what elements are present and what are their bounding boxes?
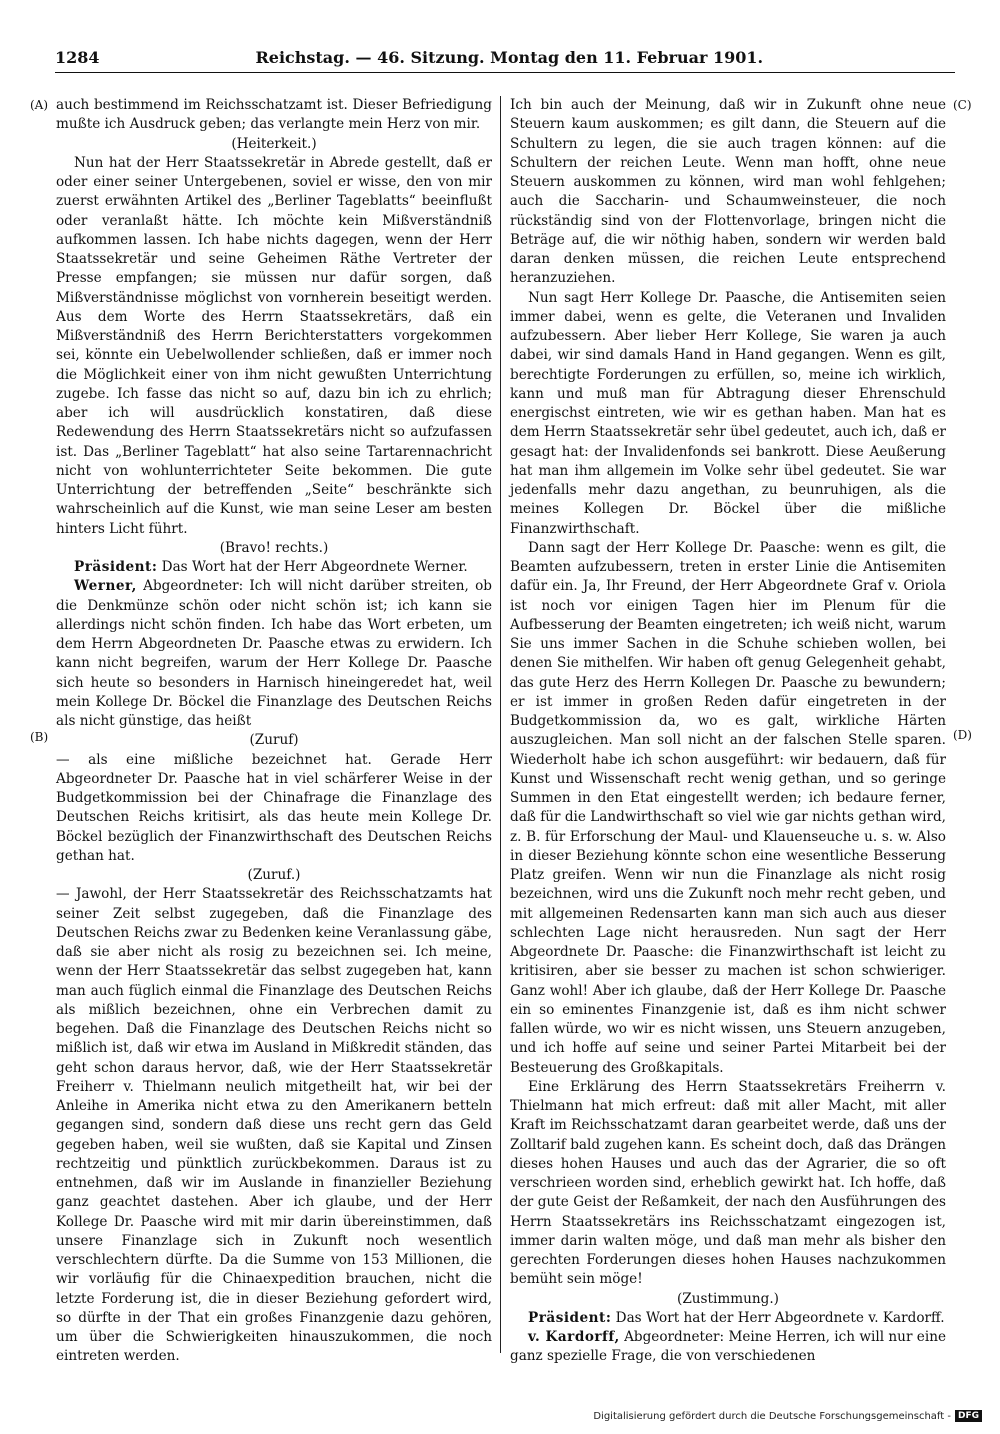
paragraph-text: Das Wort hat der Herr Abgeordnete Werner. xyxy=(161,559,468,575)
paragraph-text: Abgeordneter: Ich will nicht darüber streiten, ob die Denkmünze schön oder nicht schön ist; ich kann sie allerdings nicht schön finden. Ich habe das Wort erbeten, um dem Herrn Abgeordneten Dr. Paasche etwas zu erwidern. Ich kann nicht begreifen, warum der Herr Kollege Dr. Paasche sich heute so besonders in Harnisch hineingeredet hat, weil mein Kollege Dr. Böckel die Finanzlage des Deutschen Reichs als nicht günstige, das heißt xyxy=(56,578,492,729)
speaker-name: v. Kardorff, xyxy=(528,1329,620,1345)
paragraph-text: Das Wort hat der Herr Abgeordnete v. Kardorff. xyxy=(615,1309,945,1326)
footer-text: Digitalisierung gefördert durch die Deutsche Forschungsgemeinschaft - xyxy=(593,1410,951,1422)
paragraph: — Jawohl, der Herr Staatssekretär des Reichsschatzamts hat seiner Zeit selbst zugegeben, daß die Finanzlage des Deutschen Reichs zwar zu Bedenken keine Veranlassung gäbe, daß sie aber nicht als rosig zu bezeichnen sei. Ich meine, wenn der Herr Staatssekretär das selbst zugegeben hat, kann man auch füglich einmal die Finanzlage des Deutschen Reichs als mißlich bezeichnen, ohne ein Verbrechen damit zu begehen. Daß die Finanzlage des Deutschen Reichs nicht so mißlich ist, daß wir etwa im Ausland in Mißkredit ständen, das geht schon daraus hervor, daß, wie der Herr Staatssekretär Freiherr v. Thielmann neulich mitgetheilt hat, wir bei der Anleihe in Amerika nicht etwa zu den Amerikanern betteln gegangen sind, sondern daß diese uns recht gern das Geld gegeben haben, weil sie wußten, daß sie Kapital und Zinsen rechtzeitig und pünktlich zurückbekommen. Daraus ist zu entnehmen, daß wir im Auslande in finanzieller Beziehung ganz geachtet dastehen. Aber ich glaube, und der Herr Kollege Dr. Paasche wird mit mir darin übereinstimmen, daß unsere Finanzlage sich in Zukunft noch wesentlich verschlechtern dürfte. Da die Summe von 153 Millionen, die wir vorläufig für die Chinaexpedition brauchen, nicht die letzte Forderung ist, die in dieser Beziehung gefordert wird, so dürfte in der That ein großes Finanzgenie dazu gehören, um über die Schwierigkeiten hinauszukommen, die noch eintreten werden. xyxy=(56,886,492,1365)
speaker-paragraph xyxy=(510,1309,946,1328)
margin-marker-d: (D) xyxy=(953,728,972,742)
interjection: (Zuruf.) xyxy=(247,867,301,883)
margin-marker-b: (B) xyxy=(30,730,49,744)
interjection: (Heiterkeit.) xyxy=(231,135,317,152)
paragraph: — als eine mißliche bezeichnet hat. Gerade Herr Abgeordneter Dr. Paasche hat in viel schärferer Weise in der Budgetkommission bei der Chinafrage die Finanzlage des Deutschen Reichs kritisirt, als das heute mein Kollege Dr. Böckel bezüglich der Finanzwirthschaft des Deutschen Reichs gethan hat. xyxy=(56,751,492,864)
speaker-name: Präsident: xyxy=(74,559,158,575)
speaker-paragraph xyxy=(510,1328,946,1367)
interjection: (Zuruf) xyxy=(249,732,299,749)
paragraph: Eine Erklärung des Herrn Staatssekretärs Freiherrn v. Thielmann hat mich erfreut: daß mit aller Macht, mit aller Kraft im Reichsschatzamt daran gearbeitet werde, daß uns der Zolltarif bald zugehen kann. Es scheint doch, daß das Drängen dieses hohen Hauses und auch das der Agrarier, die so oft verschrieen worden sind, erheblich gewirkt hat. Ich hoffe, daß der gute Geist der Reßamkeit, der nach den Ausführungen des Herrn Staatssekretärs ins Reichsschatzamt eingezogen ist, immer darin walten möge, und daß man mehr als bisher den gerechten Forderungen dieses hohen Hauses nachzukommen bemüht sein möge! xyxy=(510,1078,947,1288)
paragraph: Nun hat der Herr Staatssekretär in Abrede gestellt, daß er oder einer seiner Untergebenen, soviel er wisse, den von mir zuerst erwähnten Artikel des „Berliner Tageblatts“ beeinflußt oder veranlaßt hätte. Ich möchte kein Mißverständniß aufkommen lassen. Ich habe nichts dagegen, wenn der Herr Staatssekretär und seine Geheimen Räthe Vertreter der Presse empfangen; sie müssen nur dafür sorgen, daß Mißverständnisse möglichst von vornherein beseitigt werden. Aus dem Worte des Herrn Staatssekretärs, daß ein Mißverständniß des Herrn Berichterstatters vorgekommen sei, könnte ein Uebelwollender schließen, daß er immer noch die Möglichkeit einer von ihm nicht gewußten Unterrichtung zugebe. Ich fasse das nicht so auf, dazu bin ich zu ehrlich; aber ich will ausdrücklich konstatiren, daß diese Redewendung des Herrn Staatssekretärs nicht so aufzufassen ist. Das „Berliner Tageblatt“ hat also seine Tartarennachricht nicht von wohlunterrichteter Seite bekommen. Die gute Unterrichtung der betreffenden „Seite“ beschränkte sich wahrscheinlich auf die Kunst, wie man seine Leser am besten hinters Licht führt. xyxy=(56,154,492,537)
interjection: (Zustimmung.) xyxy=(677,1290,779,1307)
paragraph: Nun sagt Herr Kollege Dr. Paasche, die Antisemiten seien immer dabei, wenn es gelte, die Veteranen und Invaliden aufzubessern. Aber lieber Herr Kollege, Sie waren ja auch dabei, wir sind damals Hand in Hand gegangen. Wenn es gilt, berechtigte Forderungen zu erfüllen, so, meine ich wirklich, kann und muß man für Abtragung dieser Ehrenschuld energischst eintreten, wie wir es gethan haben. Man hat es dem Herrn Staatssekretär sehr übel gedeutet, auch ich, daß er gesagt hat: der Invalidenfonds sei bankrott. Diese Aeußerung hat man ihm allgemein im Volke sehr übel gedeutet. Sie war jedenfalls mehr dazu angethan, zu beunruhigen, als die meines Kollegen Dr. Böckel über die mißliche Finanzwirthschaft. xyxy=(510,289,946,537)
header-rule xyxy=(55,72,955,73)
speaker-name: Werner, xyxy=(74,578,137,595)
right-column xyxy=(510,96,946,1367)
paragraph: Dann sagt der Herr Kollege Dr. Paasche: wenn es gilt, die Beamten aufzubessern, treten in erster Linie die Antisemiten dafür ein. Ja, Ihr Freund, der Herr Abgeordnete Graf v. Oriola ist noch vor einigen Tagen hier im Plenum für die Aufbesserung der Beamten eingetreten; ich weiß nicht, warum Sie uns immer Sachen in die Schuhe schieben wollen, bei denen Sie mithelfen. Wir haben oft genug Gelegenheit gehabt, das gute Herz des Herrn Kollegen Dr. Paasche zu bewundern; er ist immer in großen Reden dafür eingetreten in der Budgetkommission da, wo es galt, wirkliche Härten auszugleichen. Man soll nicht an der falschen Stelle sparen. Wiederholt habe ich schon ausgeführt: wir bedauern, daß für Kunst und Wissenschaft recht wenig gethan, und so geringe Summen in den Etat eingestellt werden; ich bedaure ferner, daß für die Landwirthschaft so viel wie gar nichts gethan wird, z. B. für Erforschung der Maul- und Klauenseuche u. s. w. Also in dieser Beziehung könnte schon eine wesentliche Besserung Platz greifen. Wenn wir nun die Finanzlage als nicht rosig bezeichnen, wird uns die Zukunft noch mehr recht geben, und mit allgemeinen Redensarten kann man sich auch aus dieser schlechten Lage nicht herausreden. Nun sagt der Herr Abgeordnete Dr. Paasche: die Finanzwirthschaft ist leicht zu kritisiren, aber sie besser zu machen ist schon schwieriger. Ganz wohl! Aber ich glaube, daß der Herr Kollege Dr. Paasche ein so eminentes Finanzgenie ist, daß es ihm nicht schwer fallen würde, wo wir es nicht wissen, uns Steuern anzugeben, und ich hoffe auf seine und seiner Partei Mitarbeit bei der Besteuerung des Großkapitals. xyxy=(510,539,946,1076)
dfg-logo: DFG xyxy=(955,1410,982,1422)
paragraph: Ich bin auch der Meinung, daß wir in Zukunft ohne neue Steuern kaum auskommen; es gilt dann, die Steuern auf die Schultern zu legen, die sie auch tragen können: auf die Schultern der reichen Leute. Wenn man hofft, ohne neue Steuern auskommen zu können, wird man wohl fehlgehen; auch die Saccharin- und Schaumweinsteuer, die noch rückständig sind von der Flottenvorlage, bringen nicht die Beträge auf, die wir nöthig haben, sondern wir werden bald daran denken müssen, die reichen Leute entsprechend heranzuziehen. xyxy=(510,97,946,287)
page-number: 1284 xyxy=(55,48,100,67)
page-header xyxy=(55,48,955,67)
speaker-paragraph xyxy=(56,558,492,577)
column-divider xyxy=(500,96,501,1353)
margin-marker-c: (C) xyxy=(953,98,972,112)
running-title: Reichstag. — 46. Sitzung. Montag den 11. Februar 1901. xyxy=(255,48,764,67)
margin-marker-a: (A) xyxy=(30,98,49,112)
footer-credit xyxy=(593,1410,982,1422)
speaker-paragraph xyxy=(56,577,492,731)
interjection: (Bravo! rechts.) xyxy=(219,539,329,556)
speaker-name: Präsident: xyxy=(528,1309,612,1326)
left-column xyxy=(56,96,492,1367)
paragraph-text: Abgeordneter: Meine Herren, ich will nur eine ganz spezielle Frage, die von verschiedenen xyxy=(510,1329,946,1365)
paragraph: auch bestimmend im Reichsschatzamt ist. Dieser Befriedigung mußte ich Ausdruck geben; das verlangte mein Herz von mir. xyxy=(56,97,492,133)
